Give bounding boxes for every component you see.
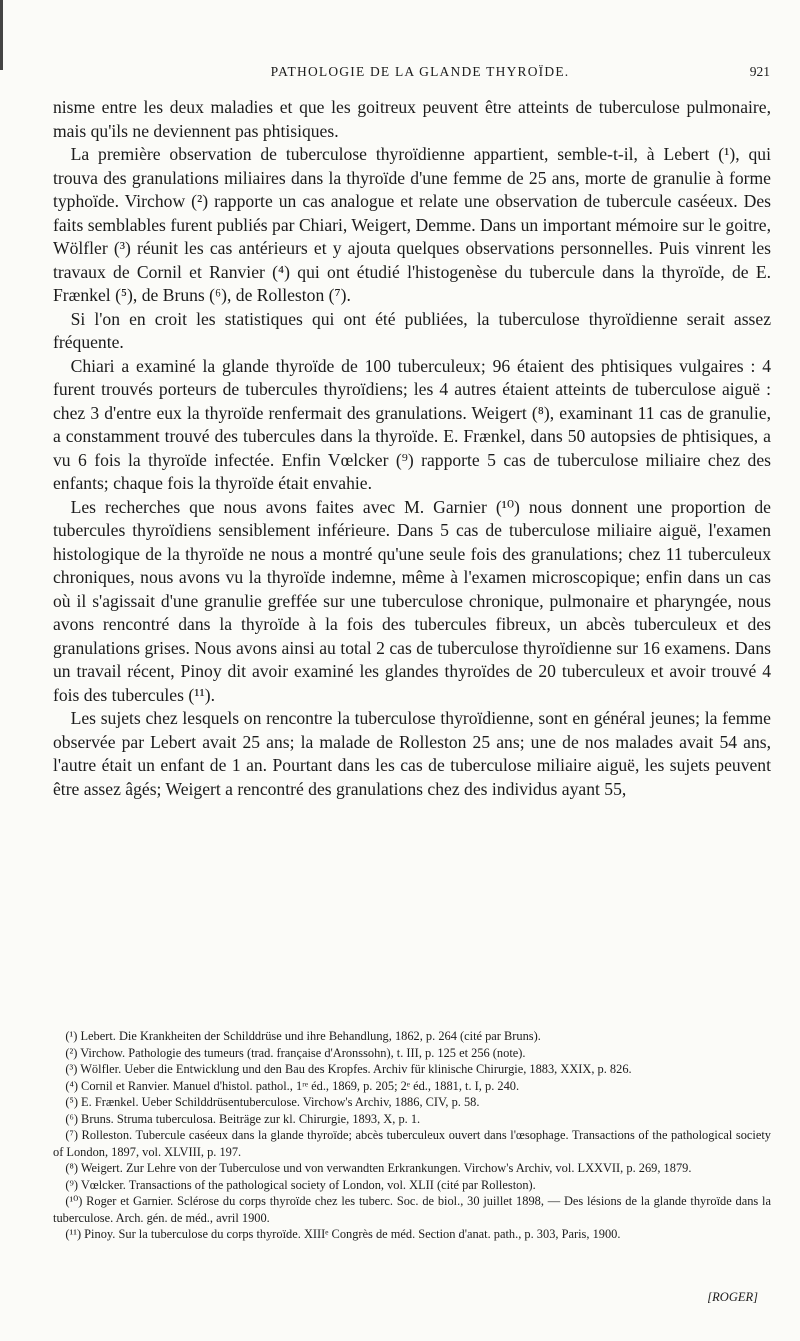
paragraph: La première observation de tuberculose thyroïdienne appartient, semble-t-il, à Lebert (¹), qui trouva des granulations miliaires dans la thyroïde d'une femme de 25 ans, morte de granulie à forme typhoïde. Virchow (²) rapporte un cas analogue et relate une observation de tubercule caséeux. Des faits semblables furent publiés par Chiari, Weigert, Demme. Dans un important mémoire sur le goitre, Wölfler (³) réunit les cas antérieurs et y ajouta quelques observations personnelles. Puis vinrent les travaux de Cornil et Ranvier (⁴) qui ont étudié l'histogenèse du tubercule dans la thyroïde, de E. Frænkel (⁵), de Bruns (⁶), de Rolleston (⁷).: [53, 144, 771, 305]
footnote: (⁴) Cornil et Ranvier. Manuel d'histol. pathol., 1ʳᵉ éd., 1869, p. 205; 2ᵉ éd., 1881, t. I, p. 240.: [65, 1078, 520, 1093]
footnote: (⁵) E. Frænkel. Ueber Schilddrüsentuberculose. Virchow's Archiv, 1886, CIV, p. 58.: [65, 1095, 480, 1109]
page-number: 921: [749, 64, 770, 79]
footnotes: [53, 1028, 771, 1243]
paragraph: nisme entre les deux maladies et que les goitreux peuvent être atteints de tuberculose pulmonaire, mais qu'ils ne deviennent pas phtisiques.: [53, 97, 771, 141]
running-header: [70, 64, 770, 84]
footnote: (²) Virchow. Pathologie des tumeurs (trad. française d'Aronssohn), t. III, p. 125 et 256 (note).: [65, 1045, 526, 1060]
paragraph: Les recherches que nous avons faites avec M. Garnier (¹⁰) nous donnent une proportion de tubercules thyroïdiens sensiblement inférieure. Dans 5 cas de tuberculose miliaire aiguë, l'examen histologique de la thyroïde ne nous a montré qu'une seule fois des granulations; chez 11 tuberculeux chroniques, nous avons vu la thyroïde indemne, même à l'examen microscopique; enfin dans un cas où il s'agissait d'une granulie greffée sur une tuberculose chronique, pulmonaire et pharyngée, nous avons rencontré dans la thyroïde à la fois des tubercules fibreux, un abcès tuberculeux et des granulations grises. Nous avons ainsi au total 2 cas de tuberculose thyroïdienne sur 16 examens. Dans un travail récent, Pinoy dit avoir examiné les glandes thyroïdes de 20 tuberculeux et avoir trouvé 4 fois des tubercules (¹¹).: [53, 496, 771, 705]
printer-signature: [ROGER]: [707, 1290, 758, 1304]
footnote: (⁷) Rolleston. Tubercule caséeux dans la glande thyroïde; abcès tuberculeux ouvert dans l'œsophage. Transactions of the pathological society of London, 1897, vol. XLVIII, p. 197.: [53, 1128, 771, 1159]
paragraph: Si l'on en croit les statistiques qui ont été publiées, la tuberculose thyroïdienne serait assez fréquente.: [53, 308, 771, 352]
footnote: (⁹) Vœlcker. Transactions of the pathological society of London, vol. XLII (cité par Rolleston).: [65, 1177, 536, 1192]
running-title: PATHOLOGIE DE LA GLANDE THYROÏDE.: [270, 64, 570, 79]
footnote: (¹) Lebert. Die Krankheiten der Schilddrüse und ihre Behandlung, 1862, p. 264 (cité par Bruns).: [65, 1029, 541, 1043]
body-text: [53, 96, 771, 801]
footnote: (⁶) Bruns. Struma tuberculosa. Beiträge zur kl. Chirurgie, 1893, X, p. 1.: [65, 1111, 421, 1126]
paragraph: Les sujets chez lesquels on rencontre la tuberculose thyroïdienne, sont en général jeunes; la femme observée par Lebert avait 25 ans; la malade de Rolleston 25 ans; une de nos malades avait 54 ans, l'autre était un enfant de 1 an. Pourtant dans les cas de tuberculose miliaire aiguë, les sujets peuvent être assez âgés; Weigert a rencontré des granulations chez des individus ayant 55,: [53, 708, 771, 799]
footnote: (⁸) Weigert. Zur Lehre von der Tuberculose und von verwandten Erkrankungen. Virchow's Archiv, vol. LXXVII, p. 269, 1879.: [65, 1161, 692, 1175]
page-edge-mark: [0, 0, 3, 70]
footnote: (³) Wölfler. Ueber die Entwicklung und den Bau des Kropfes. Archiv für klinische Chirurgie, 1883, XXIX, p. 826.: [65, 1062, 632, 1076]
paragraph: Chiari a examiné la glande thyroïde de 100 tuberculeux; 96 étaient des phtisiques vulgaires : 4 furent trouvés porteurs de tubercules thyroïdiens; les 4 autres étaient atteints de tuberculose aiguë : chez 3 d'entre eux la thyroïde renfermait des granulations. Weigert (⁸), examinant 11 cas de granulie, a constamment trouvé des tubercules dans la thyroïde. E. Frænkel, dans 50 autopsies de phtisiques, a vu 6 fois la thyroïde infectée. Enfin Vœlcker (⁹) rapporte 5 cas de tuberculose miliaire chez des enfants; chaque fois la thyroïde était envahie.: [53, 355, 771, 493]
footnote: (¹⁰) Roger et Garnier. Sclérose du corps thyroïde chez les tuberc. Soc. de biol., 30 juillet 1898, — Des lésions de la glande thyroïde dans la tuberculose. Arch. gén. de méd., avril 1900.: [53, 1194, 771, 1225]
footnote: (¹¹) Pinoy. Sur la tuberculose du corps thyroïde. XIIIᵉ Congrès de méd. Section d'anat. path., p. 303, Paris, 1900.: [65, 1227, 621, 1241]
